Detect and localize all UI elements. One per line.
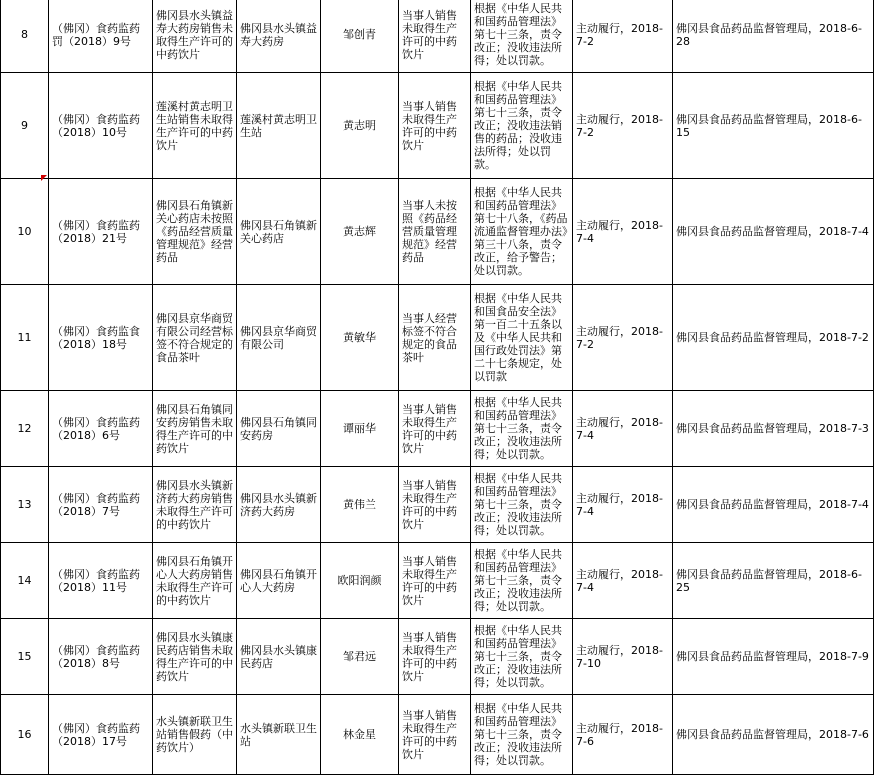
performance-cell[interactable]: 主动履行，2018-7-4: [573, 179, 673, 285]
document-number-cell[interactable]: （佛冈）食药监药（2018）21号: [49, 179, 153, 285]
legal-person-cell[interactable]: 欧阳润颜: [321, 543, 399, 619]
row-number-cell[interactable]: 13: [1, 467, 49, 543]
document-number-cell[interactable]: （佛冈）食药监药（2018）17号: [49, 695, 153, 775]
party-name-cell[interactable]: 佛冈县石角镇开心人大药房: [237, 543, 321, 619]
party-name-cell[interactable]: 佛冈县石角镇同安药房: [237, 391, 321, 467]
legal-person-cell[interactable]: 黄敏华: [321, 285, 399, 391]
table-row: [1, 73, 874, 179]
penalty-basis-cell[interactable]: 根据《中华人民共和国药品管理法》第七十三条，责令改正；没收违法所得；处以罚款。: [471, 467, 573, 543]
document-number-cell[interactable]: （佛冈）食药监食（2018）18号: [49, 285, 153, 391]
penalty-basis-cell[interactable]: 根据《中华人民共和国药品管理法》第七十三条，责令改正；没收违法所得；处以罚款。: [471, 695, 573, 775]
legal-person-cell[interactable]: 谭丽华: [321, 391, 399, 467]
authority-cell[interactable]: 佛冈县食品药品监督管理局，2018-7-2: [673, 285, 874, 391]
performance-cell[interactable]: 主动履行，2018-7-2: [573, 285, 673, 391]
document-number-cell[interactable]: （佛冈）食药监药（2018）8号: [49, 619, 153, 695]
performance-cell[interactable]: 主动履行，2018-7-10: [573, 619, 673, 695]
authority-cell[interactable]: 佛冈县食品药品监督管理局，2018-7-6: [673, 695, 874, 775]
violation-fact-cell[interactable]: 当事人销售未取得生产许可的中药饮片: [399, 695, 471, 775]
case-name-cell[interactable]: 佛冈县石角镇同安药房销售未取得生产许可的中药饮片: [153, 391, 237, 467]
penalty-basis-cell[interactable]: 根据《中华人民共和国药品管理法》第七十八条，《药品流通监督管理办法》第三十八条，责令改正，给予警告；处以罚款。: [471, 179, 573, 285]
row-number-cell[interactable]: 14: [1, 543, 49, 619]
legal-person-cell[interactable]: 林金星: [321, 695, 399, 775]
authority-cell[interactable]: 佛冈县食品药品监督管理局，2018-7-9: [673, 619, 874, 695]
case-name-cell[interactable]: 佛冈县石角镇新关心药店未按照《药品经营质量管理规范》经营药品: [153, 179, 237, 285]
performance-cell[interactable]: 主动履行，2018-7-4: [573, 467, 673, 543]
legal-person-cell[interactable]: 黄志辉: [321, 179, 399, 285]
penalty-basis-cell[interactable]: 根据《中华人民共和国药品管理法》第七十三条，责令改正；没收违法所得；处以罚款。: [471, 543, 573, 619]
document-number-cell[interactable]: （佛冈）食药监药罚（2018）9号: [49, 0, 153, 73]
authority-cell[interactable]: 佛冈县食品药品监督管理局，2018-7-4: [673, 467, 874, 543]
legal-person-cell[interactable]: 黄志明: [321, 73, 399, 179]
case-name-cell[interactable]: 莲溪村黄志明卫生站销售未取得生产许可的中药饮片: [153, 73, 237, 179]
table-row: [1, 467, 874, 543]
table-row: [1, 179, 874, 285]
violation-fact-cell[interactable]: 当事人销售未取得生产许可的中药饮片: [399, 0, 471, 73]
violation-fact-cell[interactable]: 当事人经营标签不符合规定的食品茶叶: [399, 285, 471, 391]
row-number-cell[interactable]: 11: [1, 285, 49, 391]
authority-cell[interactable]: 佛冈县食品药品监督管理局，2018-7-4: [673, 179, 874, 285]
case-name-cell[interactable]: 佛冈县水头镇新济药大药房销售未取得生产许可的中药饮片: [153, 467, 237, 543]
table-row: [1, 695, 874, 775]
authority-cell[interactable]: 佛冈县食品药品监督管理局，2018-7-3: [673, 391, 874, 467]
row-number-cell[interactable]: 15: [1, 619, 49, 695]
legal-person-cell[interactable]: 黄伟兰: [321, 467, 399, 543]
case-name-cell[interactable]: 佛冈县水头镇益寿大药房销售未取得生产许可的中药饮片: [153, 0, 237, 73]
party-name-cell[interactable]: 佛冈县京华商贸有限公司: [237, 285, 321, 391]
violation-fact-cell[interactable]: 当事人销售未取得生产许可的中药饮片: [399, 619, 471, 695]
performance-cell[interactable]: 主动履行，2018-7-4: [573, 391, 673, 467]
table-row: [1, 285, 874, 391]
document-number-cell[interactable]: （佛冈）食药监药（2018）10号: [49, 73, 153, 179]
comment-indicator-icon: [41, 175, 47, 181]
party-name-cell[interactable]: 水头镇新联卫生站: [237, 695, 321, 775]
penalty-basis-cell[interactable]: 根据《中华人民共和国药品管理法》第七十三条，责令改正；没收违法所得；处以罚款。: [471, 619, 573, 695]
case-name-cell[interactable]: 佛冈县京华商贸有限公司经营标签不符合规定的食品茶叶: [153, 285, 237, 391]
table-row: [1, 391, 874, 467]
violation-fact-cell[interactable]: 当事人销售未取得生产许可的中药饮片: [399, 467, 471, 543]
document-number-cell[interactable]: （佛冈）食药监药（2018）7号: [49, 467, 153, 543]
document-number-cell[interactable]: （佛冈）食药监药（2018）11号: [49, 543, 153, 619]
party-name-cell[interactable]: 佛冈县水头镇康民药店: [237, 619, 321, 695]
penalty-basis-cell[interactable]: 根据《中华人民共和国药品管理法》第七十三条，责令改正；没收违法所得；处以罚款。: [471, 391, 573, 467]
table-row: [1, 543, 874, 619]
table-row: [1, 0, 874, 73]
party-name-cell[interactable]: 莲溪村黄志明卫生站: [237, 73, 321, 179]
row-number-cell[interactable]: 16: [1, 695, 49, 775]
performance-cell[interactable]: 主动履行，2018-7-2: [573, 0, 673, 73]
table-row: [1, 619, 874, 695]
row-number-cell[interactable]: 9: [1, 73, 49, 179]
table-body: [1, 0, 874, 775]
performance-cell[interactable]: 主动履行，2018-7-6: [573, 695, 673, 775]
document-number-cell[interactable]: （佛冈）食药监药（2018）6号: [49, 391, 153, 467]
legal-person-cell[interactable]: 邹君远: [321, 619, 399, 695]
case-name-cell[interactable]: 佛冈县水头镇康民药店销售未取得生产许可的中药饮片: [153, 619, 237, 695]
penalty-basis-cell[interactable]: 根据《中华人民共和国药品管理法》第七十三条，责令改正；没收违法所得；处以罚款。: [471, 0, 573, 73]
performance-cell[interactable]: 主动履行，2018-7-4: [573, 543, 673, 619]
violation-fact-cell[interactable]: 当事人销售未取得生产许可的中药饮片: [399, 543, 471, 619]
row-number-cell[interactable]: 10: [1, 179, 49, 285]
violation-fact-cell[interactable]: 当事人销售未取得生产许可的中药饮片: [399, 73, 471, 179]
authority-cell[interactable]: 佛冈县食品药品监督管理局，2018-6-28: [673, 0, 874, 73]
case-name-cell[interactable]: 佛冈县石角镇开心人大药房销售未取得生产许可的中药饮片: [153, 543, 237, 619]
party-name-cell[interactable]: 佛冈县水头镇新济药大药房: [237, 467, 321, 543]
party-name-cell[interactable]: 佛冈县水头镇益寿大药房: [237, 0, 321, 73]
violation-fact-cell[interactable]: 当事人销售未取得生产许可的中药饮片: [399, 391, 471, 467]
party-name-cell[interactable]: 佛冈县石角镇新关心药店: [237, 179, 321, 285]
violation-fact-cell[interactable]: 当事人未按照《药品经营质量管理规范》经营药品: [399, 179, 471, 285]
legal-person-cell[interactable]: 邹创青: [321, 0, 399, 73]
penalty-basis-cell[interactable]: 根据《中华人民共和国食品安全法》第一百二十五条以及《中华人民共和国行政处罚法》第二十七条规定，处以罚款: [471, 285, 573, 391]
row-number-cell[interactable]: 8: [1, 0, 49, 73]
row-number-cell[interactable]: 12: [1, 391, 49, 467]
performance-cell[interactable]: 主动履行，2018-7-2: [573, 73, 673, 179]
authority-cell[interactable]: 佛冈县食品药品监督管理局，2018-6-15: [673, 73, 874, 179]
case-name-cell[interactable]: 水头镇新联卫生站销售假药（中药饮片）: [153, 695, 237, 775]
penalty-basis-cell[interactable]: 根据《中华人民共和国药品管理法》第七十三条，责令改正；没收违法销售的药品；没收违法所得；处以罚款。: [471, 73, 573, 179]
authority-cell[interactable]: 佛冈县食品药品监督管理局，2018-6-25: [673, 543, 874, 619]
